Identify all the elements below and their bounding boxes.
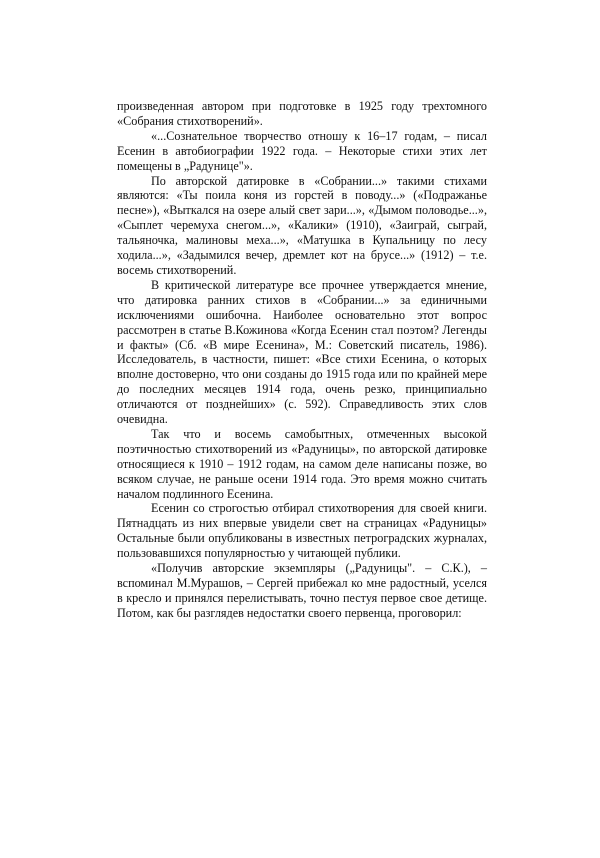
page-text (117, 99, 487, 621)
paragraph-6: Есенин со строгостью отбирал стихотворения для своей книги. Пятнадцать из них впервые увидели свет на страницах «Радуницы» Остальные были опубликованы в известных петроградских журналах, пользовавшихся популярностью у читающей публики. (117, 501, 487, 561)
paragraph-1: произведенная автором при подготовке в 1925 году трехтомного «Собрания стихотворений». (117, 99, 487, 128)
paragraph-5: Так что и восемь самобытных, отмеченных высокой поэтичностью стихотворений из «Радуницы», по авторской датировке относящиеся к 1910 – 1912 годам, на самом деле написаны позже, во всяком случае, не раньше осени 1914 года. Это время можно считать началом подлинного Есенина. (117, 426, 487, 501)
paragraph-4: В критической литературе все прочнее утверждается мнение, что датировка ранних стихов в «Собрании...» за единичными исключениями ошибочна. Наиболее основательно этот вопрос рассмотрен в статье В.Кожинова «Когда Есенин стал поэтом? Легенды и факты» (Сб. «В мире Есенина», М.: Советский писатель, 1986). Исследователь, в частности, пишет: «Все стихи Есенина, о которых вполне достоверно, что они созданы до 1915 года или по крайней мере до последних месяцев 1914 года, очень резко, принципиально отличаются от позднейших» (с. 592). Справедливость этих слов очевидна. (117, 277, 487, 427)
paragraph-3: По авторской датировке в «Собрании...» такими стихами являются: «Ты поила коня из горстей в поводу...» («Подражанье песне»), «Выткался на озере алый свет зари...», «Дымом половодье...», «Сыплет черемуха снегом...», «Калики» (1910), «Заиграй, сыграй, тальяночка, малиновы меха...», «Матушка в Купальницу по лесу ходила...», «Задымился вечер, дремлет кот на брусе...» (1912) – т.е. восемь стихотворений. (117, 173, 487, 277)
paragraph-2: «...Сознательное творчество отношу к 16–17 годам, – писал Есенин в автобиографии 1922 года. – Некоторые стихи этих лет помещены в „Радунице"». (117, 128, 487, 173)
paragraph-7: «Получив авторские экземпляры („Радуницы". – С.К.), –вспоминал М.Мурашов, – Сергей прибежал ко мне радостный, уселся в кресло и принялся перелистывать, точно пестуя первое свое детище. Потом, как бы разглядев недостатки своего первенца, проговорил: (117, 561, 487, 620)
